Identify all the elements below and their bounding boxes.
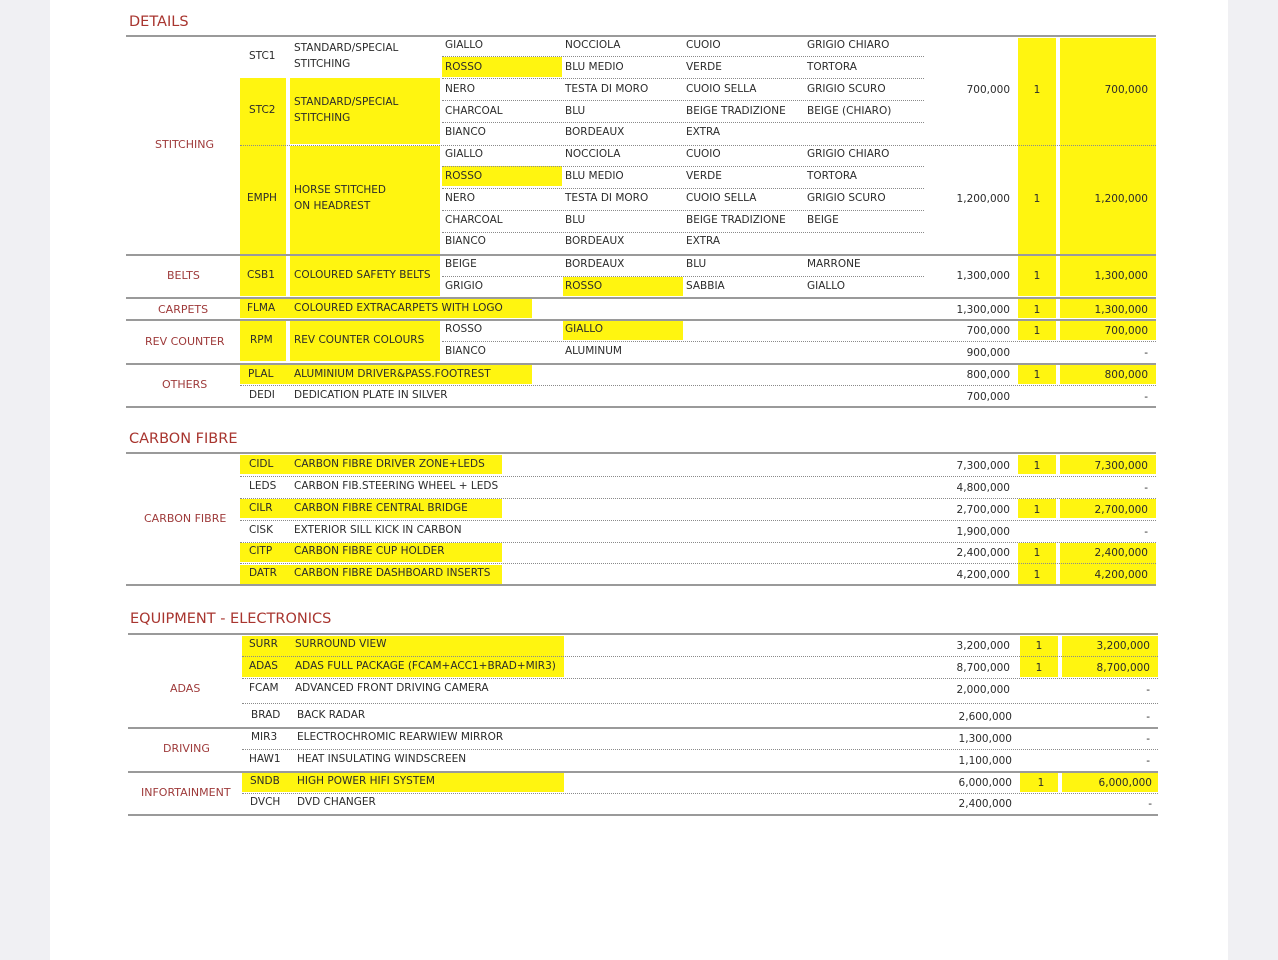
option-description: COLOURED EXTRACARPETS WITH LOGO: [294, 302, 503, 314]
color-option: BEIGE (CHIARO): [807, 105, 892, 117]
unit-price: 8,700,000: [956, 662, 1010, 674]
unit-price: 4,200,000: [956, 569, 1010, 581]
option-description: HEAT INSULATING WINDSCREEN: [297, 753, 467, 765]
category-infotainment: INFORTAINMENT: [141, 786, 231, 799]
option-description: COLOURED SAFETY BELTS: [294, 269, 431, 281]
option-code: CITP: [249, 545, 273, 557]
option-description: REV COUNTER COLOURS: [294, 334, 425, 346]
option-code: DATR: [249, 567, 277, 579]
option-code: SURR: [249, 638, 278, 650]
color-option: BLU MEDIO: [565, 170, 624, 182]
option-code: FLMA: [247, 302, 276, 314]
unit-price: 2,000,000: [956, 684, 1010, 696]
quantity: 1: [1033, 369, 1041, 381]
color-option: CUOIO SELLA: [686, 83, 757, 95]
row-line: [442, 56, 924, 57]
line-total: -: [1146, 733, 1150, 745]
color-option: GRIGIO: [445, 280, 484, 292]
color-option: TORTORA: [807, 61, 857, 73]
section-title-details: DETAILS: [129, 14, 189, 30]
option-code: SNDB: [250, 775, 280, 787]
color-option: EXTRA: [686, 126, 721, 138]
group-rule: [126, 363, 1156, 365]
line-total: 3,200,000: [1096, 640, 1150, 652]
unit-price: 3,200,000: [956, 640, 1010, 652]
option-code: LEDS: [249, 480, 277, 492]
color-option: BEIGE: [445, 258, 477, 270]
line-total: -: [1148, 798, 1152, 810]
row-line: [442, 100, 924, 101]
option-description: CARBON FIBRE CENTRAL BRIDGE: [294, 502, 468, 514]
category-stitching: STITCHING: [155, 138, 214, 151]
group-rule: [128, 727, 1158, 729]
unit-price: 2,400,000: [958, 798, 1012, 810]
unit-price: 800,000: [966, 369, 1010, 381]
line-total: 6,000,000: [1098, 777, 1152, 789]
color-option: ROSSO: [445, 61, 483, 73]
color-option: BLU: [686, 258, 707, 270]
color-option: CUOIO SELLA: [686, 192, 757, 204]
color-option: NOCCIOLA: [565, 148, 621, 160]
group-rule: [126, 319, 1156, 321]
section-end-rule: [126, 584, 1156, 586]
row-line: [242, 749, 1158, 750]
color-option: GRIGIO CHIARO: [807, 148, 890, 160]
color-option: BLU: [565, 105, 586, 117]
option-code: CILR: [249, 502, 273, 514]
section-rule: [126, 452, 1156, 454]
row-line: [442, 276, 924, 277]
row-line: [240, 476, 1156, 477]
row-line: [442, 232, 924, 233]
color-option: NERO: [445, 192, 476, 204]
color-option: BEIGE: [807, 214, 839, 226]
section-rule: [126, 35, 1156, 37]
option-description: DVD CHANGER: [297, 796, 376, 808]
color-option: TESTA DI MORO: [565, 83, 649, 95]
option-code: MIR3: [251, 731, 278, 743]
line-total: -: [1146, 755, 1150, 767]
quantity: 1: [1035, 662, 1043, 674]
group-rule: [126, 297, 1156, 299]
unit-price: 2,600,000: [958, 711, 1012, 723]
color-option: ROSSO: [445, 323, 483, 335]
row-line: [240, 385, 1156, 386]
option-description: CARBON FIBRE CUP HOLDER: [294, 545, 445, 557]
unit-price: 2,700,000: [956, 504, 1010, 516]
option-code: CIDL: [249, 458, 274, 470]
option-description: CARBON FIB.STEERING WHEEL + LEDS: [294, 480, 499, 492]
row-line: [242, 656, 1158, 657]
option-description: ELECTROCHROMIC REARWIEW MIRROR: [297, 731, 504, 743]
color-option: ALUMINUM: [565, 345, 622, 357]
row-line: [442, 78, 924, 79]
color-option: SABBIA: [686, 280, 725, 292]
row-line: [240, 498, 1156, 499]
quantity: 1: [1033, 325, 1041, 337]
option-code: BRAD: [251, 709, 281, 721]
row-line: [442, 188, 924, 189]
option-code: PLAL: [248, 368, 274, 380]
row-line: [442, 341, 1156, 342]
option-code: STC1: [249, 50, 276, 62]
color-option: GIALLO: [807, 280, 846, 292]
option-description: STANDARD/SPECIAL: [294, 42, 399, 54]
row-line: [240, 520, 1156, 521]
row-line: [240, 145, 1156, 146]
option-code: FCAM: [249, 682, 279, 694]
color-option: GRIGIO CHIARO: [807, 39, 890, 51]
option-description: ADVANCED FRONT DRIVING CAMERA: [295, 682, 489, 694]
quantity: 1: [1033, 270, 1041, 282]
option-description: STANDARD/SPECIAL: [294, 96, 399, 108]
color-option: TESTA DI MORO: [565, 192, 649, 204]
color-option: CHARCOAL: [445, 105, 503, 117]
option-description: STITCHING: [294, 112, 351, 124]
quantity: 1: [1033, 569, 1041, 581]
category-adas: ADAS: [170, 682, 201, 695]
row-line: [242, 703, 1158, 704]
color-option: ROSSO: [445, 170, 483, 182]
color-option: BEIGE TRADIZIONE: [686, 105, 786, 117]
unit-price: 900,000: [966, 347, 1010, 359]
row-line: [442, 166, 924, 167]
option-description: BACK RADAR: [297, 709, 366, 721]
line-total: 700,000: [1104, 84, 1148, 96]
option-description: ADAS FULL PACKAGE (FCAM+ACC1+BRAD+MIR3): [295, 660, 556, 672]
section-title-carbon-fibre: CARBON FIBRE: [129, 431, 238, 447]
category-carbon-fibre: CARBON FIBRE: [144, 512, 227, 525]
section-title-equipment: EQUIPMENT - ELECTRONICS: [130, 611, 332, 627]
option-code: HAW1: [249, 753, 281, 765]
color-option: GIALLO: [445, 39, 484, 51]
quantity: 1: [1033, 504, 1041, 516]
line-total: 800,000: [1104, 369, 1148, 381]
category-others: OTHERS: [162, 378, 208, 391]
row-line: [442, 122, 924, 123]
option-description: CARBON FIBRE DRIVER ZONE+LEDS: [294, 458, 485, 470]
color-option: GRIGIO SCURO: [807, 192, 886, 204]
line-total: 700,000: [1104, 325, 1148, 337]
document-page: [50, 0, 1228, 960]
line-total: 1,200,000: [1094, 193, 1148, 205]
option-code: STC2: [249, 104, 276, 116]
line-total: 1,300,000: [1094, 304, 1148, 316]
unit-price: 2,400,000: [956, 547, 1010, 559]
category-carpets: CARPETS: [158, 303, 209, 316]
color-option: BEIGE TRADIZIONE: [686, 214, 786, 226]
unit-price: 6,000,000: [958, 777, 1012, 789]
unit-price: 1,300,000: [958, 733, 1012, 745]
section-end-rule: [126, 406, 1156, 408]
unit-price: 700,000: [966, 325, 1010, 337]
category-driving: DRIVING: [163, 742, 210, 755]
option-description: ALUMINIUM DRIVER&PASS.FOOTREST: [294, 368, 491, 380]
option-description: DEDICATION PLATE IN SILVER: [294, 389, 448, 401]
option-code: RPM: [250, 334, 273, 346]
line-total: -: [1144, 347, 1148, 359]
unit-price: 1,300,000: [956, 270, 1010, 282]
line-total: 4,200,000: [1094, 569, 1148, 581]
color-option: CUOIO: [686, 148, 721, 160]
unit-price: 4,800,000: [956, 482, 1010, 494]
color-option: TORTORA: [807, 170, 857, 182]
line-total: 7,300,000: [1094, 460, 1148, 472]
color-option: NERO: [445, 83, 476, 95]
color-option: EXTRA: [686, 235, 721, 247]
option-code: EMPH: [247, 192, 277, 204]
option-code: DEDI: [249, 389, 275, 401]
option-description: HORSE STITCHED: [294, 184, 387, 196]
color-option: BORDEAUX: [565, 258, 625, 270]
color-option: MARRONE: [807, 258, 861, 270]
option-code: CISK: [249, 524, 273, 536]
highlight: [1018, 38, 1056, 254]
category-belts: BELTS: [167, 269, 200, 282]
line-total: -: [1144, 526, 1148, 538]
group-rule: [126, 254, 1156, 256]
option-description: ON HEADREST: [294, 200, 371, 212]
option-code: ADAS: [249, 660, 278, 672]
row-line: [240, 563, 1156, 564]
color-option: VERDE: [686, 170, 722, 182]
option-description: CARBON FIBRE DASHBOARD INSERTS: [294, 567, 491, 579]
color-option: GIALLO: [565, 323, 604, 335]
group-rule: [128, 771, 1158, 773]
unit-price: 1,100,000: [958, 755, 1012, 767]
line-total: 2,700,000: [1094, 504, 1148, 516]
color-option: GIALLO: [445, 148, 484, 160]
line-total: -: [1144, 391, 1148, 403]
color-option: VERDE: [686, 61, 722, 73]
unit-price: 1,300,000: [956, 304, 1010, 316]
unit-price: 7,300,000: [956, 460, 1010, 472]
color-option: BLU MEDIO: [565, 61, 624, 73]
quantity: 1: [1033, 193, 1041, 205]
line-total: -: [1146, 684, 1150, 696]
quantity: 1: [1035, 640, 1043, 652]
color-option: BLU: [565, 214, 586, 226]
row-line: [442, 210, 924, 211]
section-rule: [128, 633, 1158, 635]
option-description: HIGH POWER HIFI SYSTEM: [297, 775, 435, 787]
highlight: [290, 78, 440, 144]
line-total: 2,400,000: [1094, 547, 1148, 559]
line-total: 8,700,000: [1096, 662, 1150, 674]
option-code: DVCH: [250, 796, 281, 808]
line-total: 1,300,000: [1094, 270, 1148, 282]
color-option: BIANCO: [445, 126, 486, 138]
line-total: -: [1146, 711, 1150, 723]
color-option: NOCCIOLA: [565, 39, 621, 51]
unit-price: 1,900,000: [956, 526, 1010, 538]
unit-price: 700,000: [966, 391, 1010, 403]
row-line: [242, 678, 1158, 679]
option-description: EXTERIOR SILL KICK IN CARBON: [294, 524, 462, 536]
row-line: [240, 542, 1156, 543]
option-code: CSB1: [247, 269, 275, 281]
color-option: BORDEAUX: [565, 235, 625, 247]
quantity: 1: [1033, 304, 1041, 316]
color-option: ROSSO: [565, 280, 603, 292]
category-rev-counter: REV COUNTER: [145, 335, 225, 348]
line-total: -: [1144, 482, 1148, 494]
section-end-rule: [128, 814, 1158, 816]
color-option: GRIGIO SCURO: [807, 83, 886, 95]
color-option: BORDEAUX: [565, 126, 625, 138]
quantity: 1: [1033, 84, 1041, 96]
unit-price: 700,000: [966, 84, 1010, 96]
option-description: STITCHING: [294, 58, 351, 70]
color-option: CUOIO: [686, 39, 721, 51]
color-option: BIANCO: [445, 235, 486, 247]
color-option: CHARCOAL: [445, 214, 503, 226]
row-line: [242, 793, 1158, 794]
unit-price: 1,200,000: [956, 193, 1010, 205]
option-description: SURROUND VIEW: [295, 638, 387, 650]
color-option: BIANCO: [445, 345, 486, 357]
quantity: 1: [1037, 777, 1045, 789]
highlight: [1060, 38, 1156, 254]
quantity: 1: [1033, 460, 1041, 472]
quantity: 1: [1033, 547, 1041, 559]
